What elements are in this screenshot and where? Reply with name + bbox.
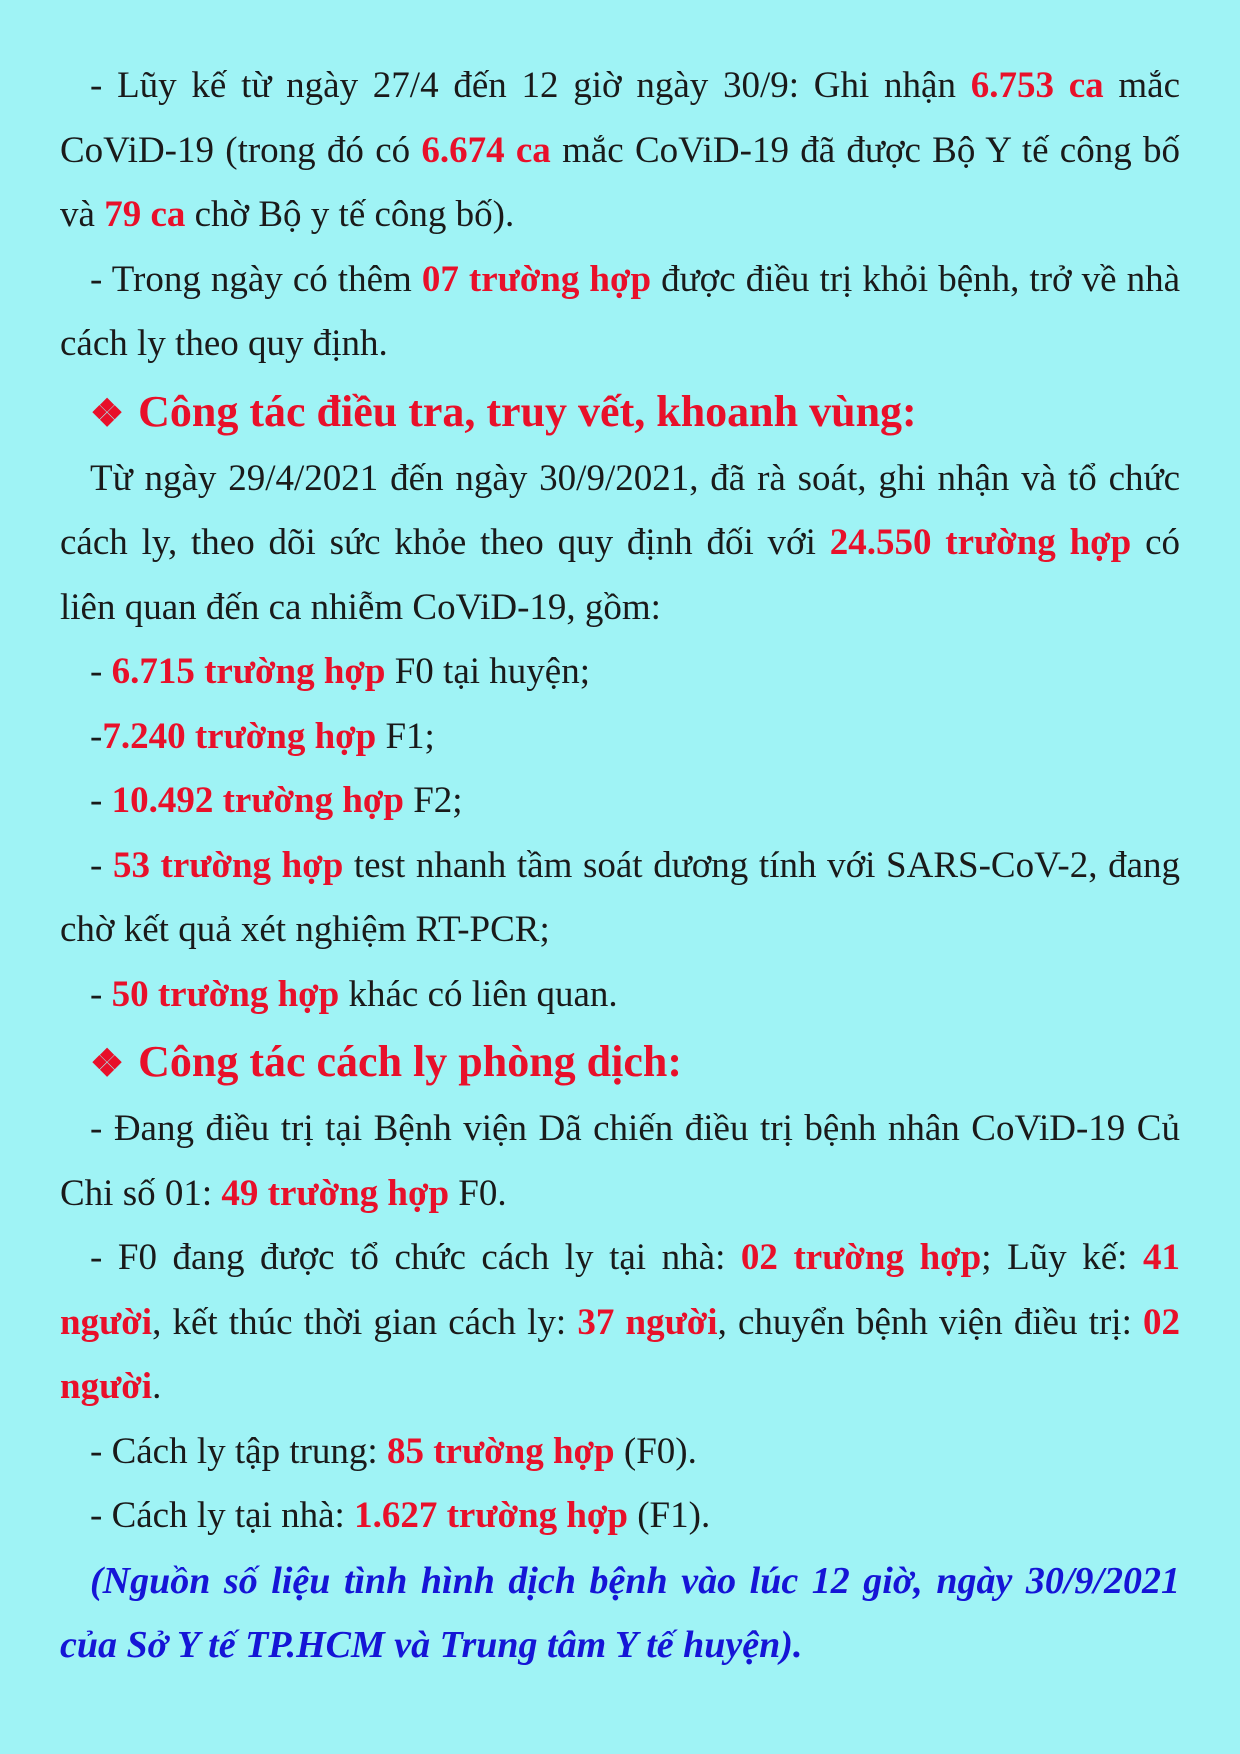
home-isolation-f0-paragraph <box>60 1226 1180 1420</box>
list-item-f0 <box>60 640 1180 705</box>
text-span: (F0). <box>614 1430 697 1472</box>
item-text: F1; <box>376 715 435 757</box>
text-span: Từ ngày 29/4/2021 đến ngày 30/9/2021, đã rà soát, ghi nhận và tổ chức cách ly, theo dõi sức khỏe theo quy định đối với <box>60 457 1180 563</box>
item-value: 50 trường hợp <box>111 973 340 1015</box>
text-span: ; Lũy kế: <box>981 1237 1143 1278</box>
text-span: có liên quan đến ca nhiễm CoViD-19, gồm: <box>60 522 1180 628</box>
list-item-other <box>60 963 1180 1028</box>
text-span: - Cách ly tập trung: <box>90 1430 387 1472</box>
home-f0-value: 02 trường hợp <box>740 1237 982 1278</box>
cumulative-people-value: 41 người <box>60 1237 1180 1343</box>
item-text: F2; <box>403 780 463 821</box>
announced-cases-value: 6.674 ca <box>421 129 551 171</box>
list-item-f1 <box>60 705 1180 770</box>
diamond-bullet-icon: ❖ <box>90 1043 125 1085</box>
text-span: , kết thúc thời gian cách ly: <box>152 1301 578 1343</box>
list-item-f2 <box>60 769 1180 834</box>
text-span: , chuyển bệnh viện điều trị: <box>717 1301 1143 1343</box>
completed-people-value: 37 người <box>577 1301 718 1343</box>
home-quarantine-value: 1.627 trường hợp <box>354 1495 628 1536</box>
source-note: (Nguồn số liệu tình hình dịch bệnh vào lúc 12 giờ, ngày 30/9/2021 của Sở Y tế TP.HCM và Trung tâm Y tế huyện). <box>60 1559 1180 1666</box>
quarantine-heading <box>60 1029 1180 1097</box>
diamond-bullet-icon: ❖ <box>90 392 125 435</box>
item-text: khác có liên quan. <box>339 973 618 1015</box>
dash: - <box>90 715 103 757</box>
text-span: - Lũy kế từ ngày 27/4 đến 12 giờ ngày 30/9: Ghi nhận <box>90 65 971 106</box>
total-cases-value: 6.753 ca <box>970 65 1104 106</box>
text-span: F0. <box>449 1172 507 1214</box>
text-span: được điều trị khỏi bệnh, trở về nhà cách ly theo quy định. <box>60 258 1181 364</box>
item-value: 6.715 trường hợp <box>111 651 386 692</box>
dash: - <box>90 780 112 821</box>
total-contacts-value: 24.550 trường hợp <box>829 522 1132 563</box>
investigation-intro <box>60 447 1180 641</box>
centralized-value: 85 trường hợp <box>386 1430 615 1472</box>
list-item-rapid-test <box>60 834 1180 963</box>
text-span: - Trong ngày có thêm <box>90 258 422 300</box>
text-span: (F1). <box>627 1495 711 1536</box>
text-span: - Cách ly tại nhà: <box>90 1495 355 1536</box>
heading-text: Công tác điều tra, truy vết, khoanh vùng: <box>138 386 917 436</box>
transferred-people-value: 02 người <box>60 1301 1180 1407</box>
text-span: - Đang điều trị tại Bệnh viện Dã chiến điều trị bệnh nhân CoViD-19 Củ Chi số 01: <box>60 1108 1180 1214</box>
home-quarantine-paragraph <box>60 1484 1180 1549</box>
recovered-value: 07 trường hợp <box>421 258 652 300</box>
investigation-heading <box>60 379 1180 447</box>
text-span: chờ Bộ y tế công bố). <box>185 194 515 235</box>
field-hospital-paragraph <box>60 1097 1180 1226</box>
dash: - <box>90 844 113 886</box>
item-value: 10.492 trường hợp <box>111 780 404 821</box>
cumulative-cases-paragraph <box>60 54 1180 248</box>
item-text: F0 tại huyện; <box>385 651 590 692</box>
recovered-paragraph <box>60 248 1180 377</box>
pending-cases-value: 79 ca <box>104 194 186 235</box>
item-text: test nhanh tầm soát dương tính với SARS-CoV-2, đang chờ kết quả xét nghiệm RT-PCR; <box>60 844 1180 950</box>
dash: - <box>90 651 112 692</box>
text-span: mắc CoViD-19 (trong đó có <box>60 65 1180 171</box>
hospital-f0-value: 49 trường hợp <box>221 1172 450 1214</box>
dash: - <box>90 973 112 1015</box>
heading-text: Công tác cách ly phòng dịch: <box>138 1037 683 1086</box>
text-span: . <box>152 1366 162 1407</box>
item-value: 53 trường hợp <box>112 844 344 886</box>
text-span: mắc CoViD-19 đã được Bộ Y tế công bố và <box>60 129 1180 235</box>
text-span: - F0 đang được tổ chức cách ly tại nhà: <box>90 1237 741 1278</box>
item-value: 7.240 trường hợp <box>102 715 377 757</box>
centralized-quarantine-paragraph <box>60 1420 1180 1485</box>
